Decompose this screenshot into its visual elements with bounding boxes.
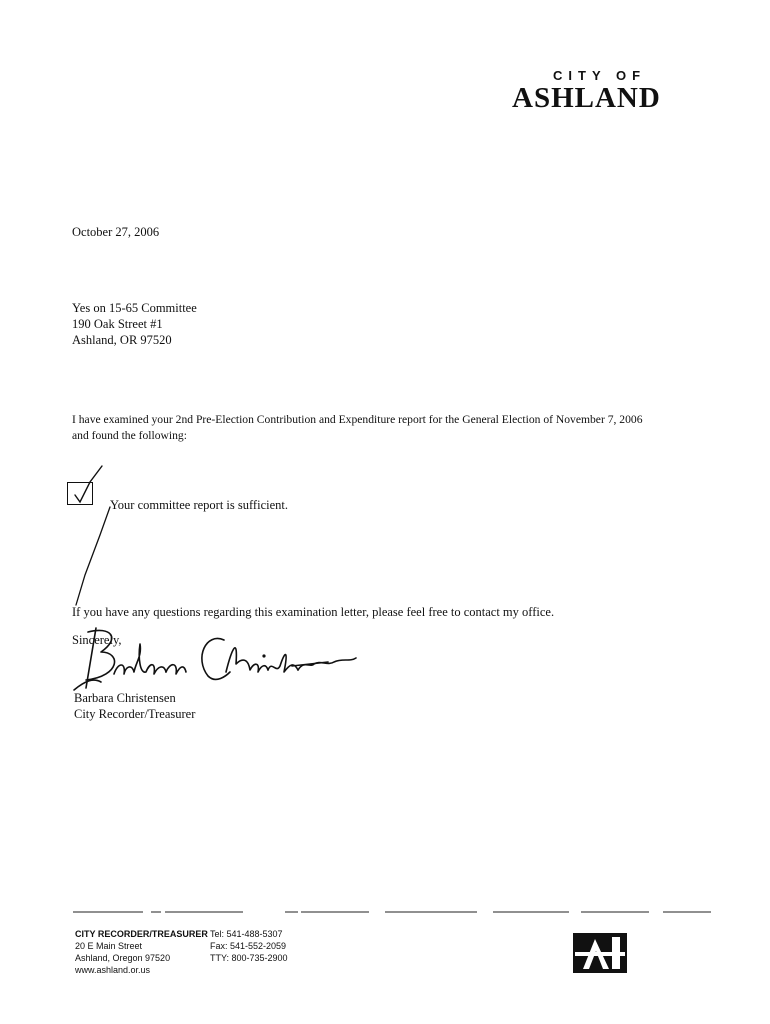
recipient-address	[72, 300, 197, 348]
body-paragraph-line-2: and found the following:	[72, 429, 187, 442]
letterhead-city-of: CITY OF	[553, 68, 647, 83]
footer-dept: CITY RECORDER/TREASURER	[75, 929, 208, 939]
questions-text: If you have any questions regarding this examination letter, please feel free to contact my office.	[72, 605, 555, 619]
signatory-title: City Recorder/Treasurer	[74, 707, 196, 721]
footer-fax: Fax: 541-552-2059	[210, 941, 287, 951]
handwritten-signature	[66, 618, 366, 698]
footer-tel: Tel: 541-488-5307	[210, 929, 283, 939]
handwritten-stroke	[70, 505, 130, 615]
footer-address-1: 20 E Main Street	[75, 941, 143, 951]
body-paragraph	[72, 412, 643, 444]
letterhead-ashland: ASHLAND	[512, 82, 661, 114]
footer-divider	[73, 909, 713, 915]
recipient-line-2: 190 Oak Street #1	[72, 317, 163, 331]
footer-contact	[210, 928, 288, 964]
letter-date: October 27, 2006	[72, 225, 160, 239]
body-paragraph-line-1: I have examined your 2nd Pre-Election Contribution and Expenditure report for the General Election of November 7, 2006	[72, 413, 643, 426]
signatory-name: Barbara Christensen	[74, 691, 176, 705]
checkmark-icon	[66, 464, 106, 510]
footer-address	[75, 928, 208, 976]
footer-address-2: Ashland, Oregon 97520	[75, 953, 171, 963]
ashland-logo-icon	[573, 933, 627, 973]
salutation: Sincerely,	[72, 633, 122, 647]
footer-tty: TTY: 800-735-2900	[210, 953, 288, 963]
footer-website[interactable]: www.ashland.or.us	[75, 965, 151, 975]
checked-item-text: Your committee report is sufficient.	[110, 498, 288, 512]
recipient-line-1: Yes on 15-65 Committee	[72, 301, 197, 315]
recipient-line-3: Ashland, OR 97520	[72, 333, 172, 347]
